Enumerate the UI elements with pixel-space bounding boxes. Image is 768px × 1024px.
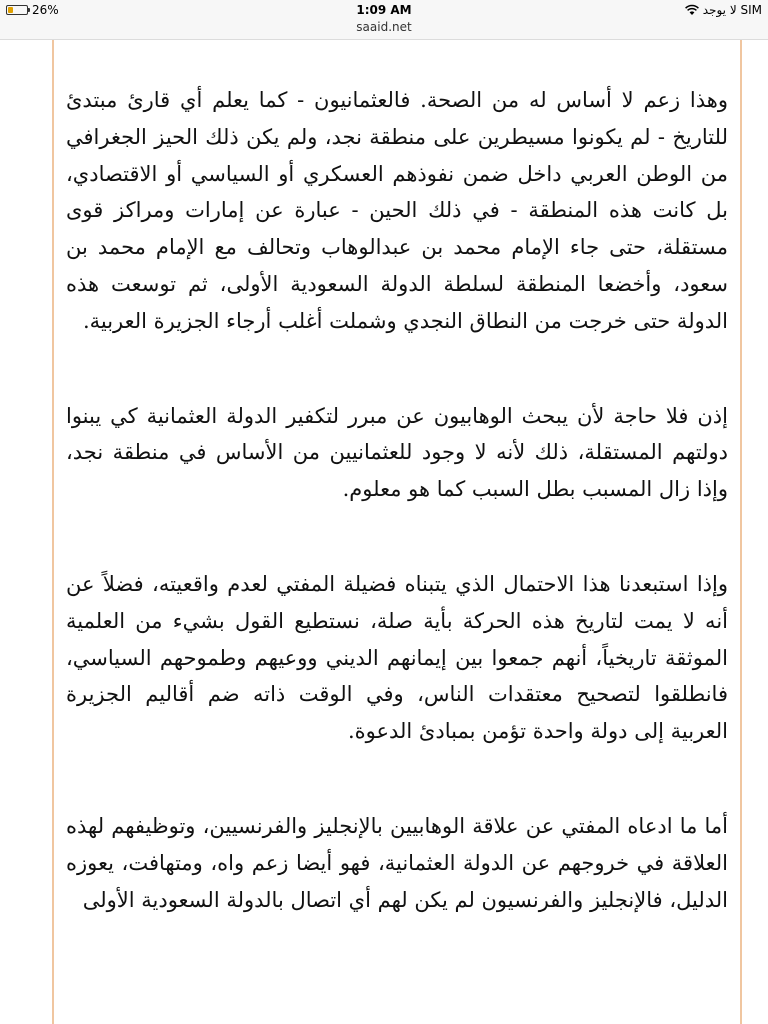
article-paragraph: أما ما ادعاه المفتي عن علاقة الوهابيين بالإنجليز والفرنسيين، وتوظيفهم لهذه العلاقة في خروجهم عن الدولة العثمانية، فهو أيضا زعم واه، ومتهافت، يعوزه الدليل، فالإنجليز والفرنسيون لم يكن لهم أي اتصال بالدولة السعودية الأولى [66, 813, 728, 912]
article-container [52, 40, 742, 1024]
article-paragraph: وهذا زعم لا أساس له من الصحة. فالعثمانيون - كما يعلم أي قارئ مبتدئ للتاريخ - لم يكونوا مسيطرين على منطقة نجد، ولم يكن ذلك الحيز الجغرافي من الوطن العربي داخل ضمن نفوذهم العسكري أو السياسي أو الاقتصادي، بل كانت هذه المنطقة - في ذلك الحين - عبارة عن إمارات ومراكز قوى مستقلة، حتى جاء الإمام محمد بن عبدالوهاب وتحالف مع الإمام محمد بن سعود، وأخضعا المنطقة لسلطة الدولة السعودية الأولى، ثم توسعت هذه الدولة حتى خرجت من النطاق النجدي وشملت أغلب أرجاء الجزيرة العربية. [66, 88, 728, 333]
article-body [66, 40, 728, 918]
article-paragraph: إذن فلا حاجة لأن يبحث الوهابيون عن مبرر لتكفير الدولة العثمانية كي يبنوا دولتهم المستقلة، ذلك لأنه لا وجود للعثمانيين من الأساس في منطقة نجد، وإذا زال المسبب بطل السبب كما هو معلوم. [66, 403, 728, 502]
article-paragraph: وإذا استبعدنا هذا الاحتمال الذي يتبناه فضيلة المفتي لعدم واقعيته، فضلاً عن أنه لا يمت لتاريخ هذه الحركة بأية صلة، نستطيع القول بشيء من العلمية الموثقة تاريخياً، أنهم جمعوا بين إيمانهم الديني ووعيهم وطموحهم السياسي، فانطلقوا لتصحيح معتقدات الناس، وفي الوقت ذاته ضم أقاليم الجزيرة العربية إلى دولة واحدة تؤمن بمبادئ الدعوة. [66, 571, 728, 744]
carrier-label: لا يوجد SIM [702, 3, 762, 17]
status-right [685, 3, 762, 17]
page-url[interactable]: saaid.net [356, 20, 412, 34]
wifi-icon [685, 4, 699, 16]
battery-percent: 26% [32, 3, 59, 17]
clock: 1:09 AM [356, 3, 412, 17]
status-bar [0, 0, 768, 40]
